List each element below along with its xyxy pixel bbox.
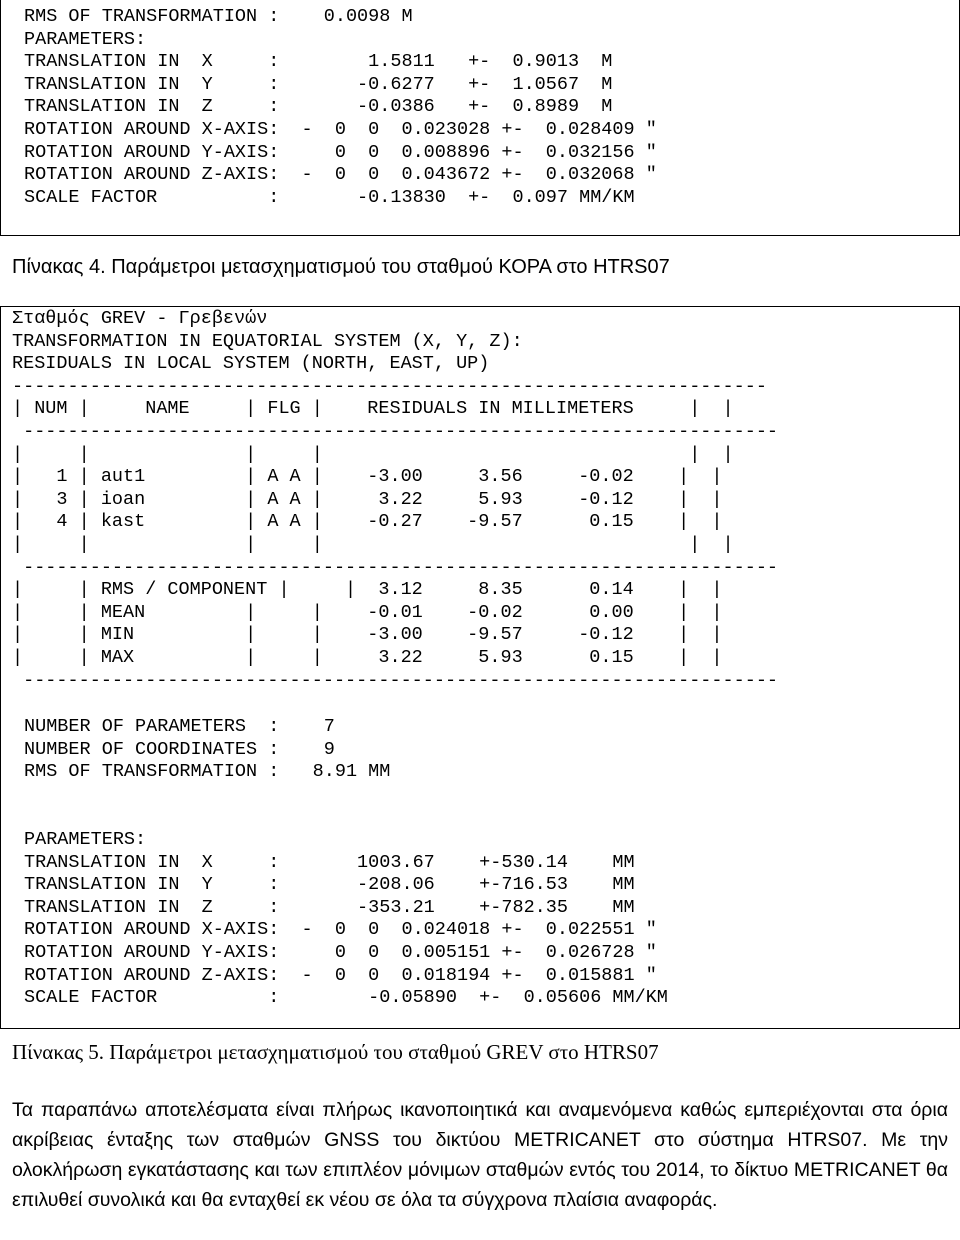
table-4-caption: Πίνακας 4. Παράμετροι μετασχηματισμού του σταθμού ΚΟΡΑ στο HTRS07 xyxy=(12,256,670,278)
body-paragraph: Τα παραπάνω αποτελέσματα είναι πλήρως ικανοποιητικά και αναμενόμενα καθώς εμπεριέχονται στα όρια ακρίβειας ένταξης των σταθμών GNSS του δικτύου METRICANET στο σύστημα HTRS07. Με την ολοκλήρωση εγκατάστασης και των επιπλέον μόνιμων σταθμών εντός του 2014, το δίκτυο METRICANET θα επιλυθεί συνολικά και θα ενταχθεί εκ νέου σε όλα τα σύγχρονα πλαίσια αναφοράς. xyxy=(12,1099,948,1211)
kopa-parameters-text: RMS OF TRANSFORMATION : 0.0098 M PARAMETERS: TRANSLATION IN X : 1.5811 +- 0.9013 M TRANSLATION IN Y : -0.6277 +- 1.0567 M TRANSLATION IN Z : -0.0386 +- 0.8989 M ROTATION AROUND X-AXIS: - 0 0 0.023028 +- 0.028409 " ROTATION AROUND Y-AXIS: 0 0 0.008896 +- 0.032156 " ROTATION AROUND Z-AXIS: - 0 0 0.043672 +- 0.032068 " SCALE FACTOR : -0.13830 +- 0.097 MM/KM xyxy=(24,6,657,208)
table-5-caption: Πίνακας 5. Παράμετροι μετασχηματισμού του σταθμού GREV στο HTRS07 xyxy=(12,1040,659,1064)
grev-parameters-text: NUMBER OF PARAMETERS : 7 NUMBER OF COORDINATES : 9 RMS OF TRANSFORMATION : 8.91 MM PARAMETERS: TRANSLATION IN X : 1003.67 +-530.14 MM TRANSLATION IN Y : -208.06 +-716.53 MM TRANSLATION IN Z : -353.21 +-782.35 MM ROTATION AROUND X-AXIS: - 0 0 0.024018 +- 0.022551 " ROTATION AROUND Y-AXIS: 0 0 0.005151 +- 0.026728 " ROTATION AROUND Z-AXIS: - 0 0 0.018194 +- 0.015881 " SCALE FACTOR : -0.05890 +- 0.05606 MM/KM xyxy=(24,716,668,1009)
grev-residuals-table: Σταθμός GREV - Γρεβενών TRANSFORMATION IN EQUATORIAL SYSTEM (X, Y, Z): RESIDUALS IN LOCAL SYSTEM (NORTH, EAST, UP) -------------------------------------------------------------------- | NUM | NAME | FLG | RESIDUALS IN MILLIMETERS | | -------------------------------------------------------------------- | | | | | | | 1 | aut1 | A A | -3.00 3.56 -0.02 | | | 3 | ioan | A A | 3.22 5.93 -0.12 | | | 4 | kast | A A | -0.27 -9.57 0.15 | | | | | | | | -------------------------------------------------------------------- | | RMS / COMPONENT | | 3.12 8.35 0.14 | | | | MEAN | | -0.01 -0.02 0.00 | | | | MIN | | -3.00 -9.57 -0.12 | | | | MAX | | 3.22 5.93 0.15 | | -------------------------------------------------------------------- xyxy=(12,308,779,691)
